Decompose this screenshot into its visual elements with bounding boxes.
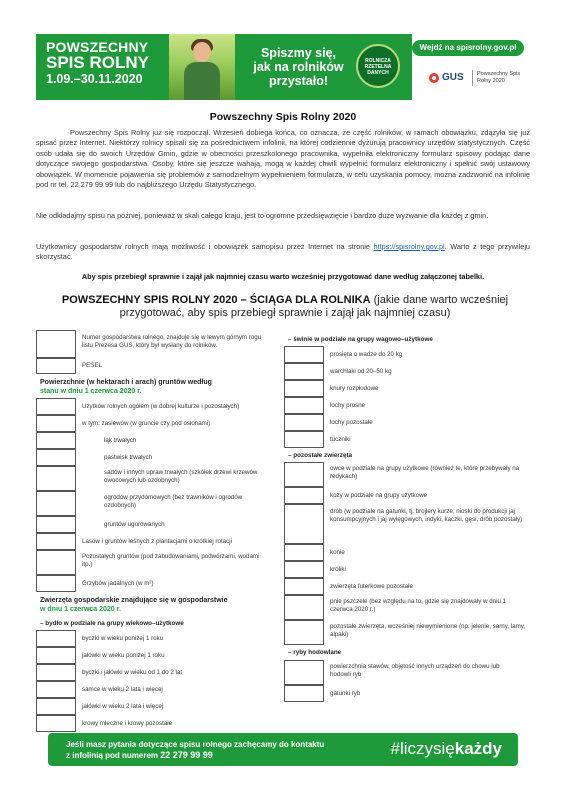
slogan-line-3: przystało! [268, 74, 329, 88]
pigs-label: lochy pozostałe [330, 419, 373, 426]
other-animals-field[interactable] [284, 544, 324, 561]
slogan-line-2: jak na rolników [253, 60, 344, 74]
banner-slogan [251, 46, 346, 88]
land-field[interactable] [36, 432, 76, 449]
land-label: w tym: zasiewów (w gruncie czy pod osłonami) [82, 420, 211, 427]
fish-field[interactable] [284, 660, 324, 685]
land-section-heading [40, 378, 268, 396]
pesel-label: PESEL [82, 362, 102, 369]
cattle-label: jałówki w wieku poniżej 1 roku [82, 652, 165, 659]
other-animals-label: zwierzęta futerkowe pozostałe [330, 583, 413, 590]
intro-paragraph-3 [36, 242, 530, 263]
land-label: Użytków rolnych ogółem (w dobrej kulturze i pozostałych) [82, 403, 240, 410]
footer-line-2-text: z infolinią pod numerem [66, 751, 161, 760]
pigs-label: tuczniki [330, 436, 351, 443]
other-animals-field[interactable] [284, 504, 324, 544]
land-heading-line-2: stanu w dniu 1 czerwca 2020 r. [40, 388, 142, 395]
pigs-label: lochy prośne [330, 402, 366, 409]
cattle-field[interactable] [36, 630, 76, 647]
paragraph-3-text-b: . Warto z tego przywileju skorzystać. [36, 242, 530, 262]
land-label: gruntów ugorowanych [104, 521, 165, 528]
cheat-title-bold: POWSZECHNY SPIS ROLNY 2020 – ŚCIĄGA DLA ROLNIKA [61, 294, 371, 306]
land-field[interactable] [36, 575, 76, 592]
banner-line-1: POWSZECHNY [46, 39, 149, 55]
pigs-label: warchlaki od 20–50 kg [330, 368, 392, 375]
pigs-field[interactable] [284, 363, 324, 380]
cheat-sheet-title [50, 294, 520, 320]
land-label: Lasów i gruntów leśnych z plantacjami o krótkiej rotacji [82, 538, 232, 545]
other-animals-field[interactable] [284, 595, 324, 620]
gus-mark-icon [428, 72, 440, 84]
pesel-field[interactable] [36, 358, 76, 374]
other-animals-label: króliki [330, 566, 346, 573]
cattle-field[interactable] [36, 698, 76, 715]
hashtag-part-1: #liczysię [390, 739, 455, 758]
land-field[interactable] [36, 449, 76, 466]
cattle-label: byczki i jałówki w wieku od 1 do 2 lat [82, 669, 183, 676]
other-animals-field[interactable] [284, 578, 324, 595]
fish-field[interactable] [284, 685, 324, 702]
land-field[interactable] [36, 533, 76, 550]
land-label: pastwisk trwałych [104, 454, 153, 461]
header-banner [36, 34, 530, 100]
pigs-label: knury rozpłodowe [330, 385, 379, 392]
banner-title-block [46, 40, 149, 87]
fish-label: powierzchnia stawów, objętość innych urządzeń do chowu lub hodowli ryb [330, 663, 500, 678]
cattle-label: jałówki w wieku 2 lata i więcej [82, 703, 164, 710]
pigs-field[interactable] [284, 380, 324, 397]
other-animals-label: owce w podziale na grupy użytkowe (również te, które przebywały na redykach) [330, 465, 520, 480]
cattle-field[interactable] [36, 681, 76, 698]
land-heading-line-1: Powierzchnie (w hektarach i arach) gruntów według [40, 379, 212, 386]
cheat-title-rest: (jakie dane warto wcześniej przygotować, aby spis przebiegł sprawnie i zajął jak najmniej czasu) [119, 294, 509, 319]
other-animals-label: pozostałe zwierzęta, wcześniej niewymienione (np. jelenie, sarny, lamy, alpaki) [330, 623, 526, 638]
land-label: łąk trwałych [104, 437, 137, 444]
other-animals-field[interactable] [284, 462, 324, 487]
intro-paragraph-2: Nie odkładajmy spisu na później, ponieważ w skali całego kraju, jest to ogromne przedsięwzięcie i bardzo duże wyzwanie dla każdej z gmin. [36, 211, 489, 220]
land-label: Grzybów jadalnych (w m²) [82, 580, 154, 587]
other-animals-subheading: – pozostałe zwierzęta [288, 452, 353, 459]
hashtag [391, 738, 503, 760]
banner-dates: 1.09.–30.11.2020 [46, 72, 143, 86]
slogan-line-1: Spiszmy się, [260, 46, 337, 60]
other-animals-label: kozy w podziale na grupy użytkowe [330, 492, 427, 499]
page-title: Powszechny Spis Rolny 2020 [209, 111, 357, 123]
farm-number-label: Numer gospodarstwa rolnego, znajduje się w lewym górnym rogu listu Prezesa GUS, który był wysłany do rolników. [82, 334, 262, 349]
banner-right-panel [412, 34, 530, 100]
cattle-field[interactable] [36, 647, 76, 664]
cattle-field[interactable] [36, 664, 76, 681]
spisrolny-link[interactable]: https://spisrolny.gov.pl [373, 242, 445, 251]
cattle-label: krowy mleczne i krowy pozostałe [82, 720, 173, 727]
fish-subheading: – ryby hodowlane [288, 649, 342, 656]
cattle-label: byczki w wieku poniżej 1 roku [82, 635, 164, 642]
footer-contact-text [66, 739, 324, 761]
farm-number-field[interactable] [36, 330, 76, 358]
livestock-section-heading [40, 596, 268, 614]
website-link[interactable]: Wejdź na spisrolny.gov.pl [412, 40, 524, 56]
pigs-field[interactable] [284, 414, 324, 431]
land-field[interactable] [36, 491, 76, 516]
gus-subtitle: Powszechny Spis Rolny 2020 [477, 71, 521, 84]
land-field[interactable] [36, 516, 76, 533]
pigs-field[interactable] [284, 346, 324, 363]
livestock-heading-line-1: Zwierzęta gospodarskie znajdujące się w gospodarstwie [40, 597, 228, 604]
land-field[interactable] [36, 466, 76, 491]
cattle-subheading: – bydło w podziale na grupy wiekowo–użytkowe [40, 620, 184, 627]
pigs-field[interactable] [284, 397, 324, 414]
livestock-heading-line-2: w dniu 1 czerwca 2020 r. [40, 606, 121, 613]
footer-line-2 [66, 750, 324, 761]
other-animals-label: pnie pszczele (bez względu na to, gdzie się znajdowały w dniu 1 czerwca 2020 r.) [330, 598, 507, 613]
fish-label: gatunki ryb [330, 690, 361, 697]
other-animals-field[interactable] [284, 620, 324, 645]
intro-paragraph-1: Powszechny Spis Rolny już się rozpoczął. Wrzesień dobiega końca, co oznacza, że część rolników, w ramach obowiązku, zdążyła się już spisać przez Internet. Niektórzy rolnicy spisali się za pośrednictwem infolinii, na której codziennie dyżurują pracownicy urzędów statystycznych. Część osób udała się do swoich Urzędów Gmin, gdzie w obecności przeszkolonego pracownika, wypełniła elektroniczny formularz spisowy podając dane dotyczące swojego gospodarstwa. Osoby, które się jeszcze wahają, mogą w każdej chwili wypełnić formularz elektroniczny i spełnić swój ustawowy obowiązek. W momencie pojawienia się problemów z samodzielnym wypełnieniem formularza, w celu uzyskania pomocy, można zadzwonić na infolinię pod nr tel. 22 279 99 99 lub do najbliższego Urzędu Statystycznego. [36, 128, 530, 190]
other-animals-label: drób (w podziale na gatunki, tj. brojlery kurze, nioski do produkcji jaj konsumpcyjnych i jaj wylęgowych, indyki, kaczki, gęsi, drób pozostały) [330, 508, 523, 523]
intro-paragraph-4: Aby spis przebiegł sprawnie i zajął jak najmniej czasu warto wcześniej przygotować dane według załączonej tabelki. [81, 272, 485, 281]
pigs-subheading: – świnie w podziale na grupy wagowo–użytkowe [288, 336, 433, 343]
cattle-label: samce w wieku 2 lata i więcej [82, 686, 163, 693]
land-field[interactable] [36, 415, 76, 432]
hotline-number: 22 279 99 99 [160, 750, 213, 760]
land-field[interactable] [36, 550, 76, 575]
paragraph-3-text-a: Użytkownicy gospodarstw rolnych mają możliwość i obowiązek samopisu przez Internet na stronie [36, 242, 374, 251]
gus-divider [472, 70, 473, 86]
gus-wordmark: GUS [442, 72, 464, 83]
farmer-photo [169, 34, 235, 100]
cattle-field[interactable] [36, 715, 76, 732]
badge-seal-icon: ROLNICZA RZETELNA DANYCH [356, 44, 400, 88]
land-label: Pozostałych gruntów (pod zabudowaniami, podwórzami, wodami itp.) [82, 553, 260, 568]
pigs-label: prosięta o wadze do 20 kg [330, 351, 403, 358]
land-label: ogrodów przydomowych (bez trawników i ogrodów ozdobnych) [104, 494, 243, 509]
other-animals-label: konie [330, 549, 345, 556]
footer-line-1: Jeśli masz pytania dotyczące spisu rolnego zachęcamy do kontaktu [66, 740, 325, 749]
banner-line-2: SPIS ROLNY [46, 53, 149, 72]
land-field[interactable] [36, 398, 76, 415]
footer-banner [48, 733, 518, 766]
other-animals-field[interactable] [284, 487, 324, 504]
hashtag-part-2: każdy [454, 739, 502, 758]
land-label: sadów i innych upraw trwałych (szkółek drzewi krzewów owocowych lub ozdobnych) [104, 469, 258, 484]
other-animals-field[interactable] [284, 561, 324, 578]
pigs-field[interactable] [284, 431, 324, 448]
